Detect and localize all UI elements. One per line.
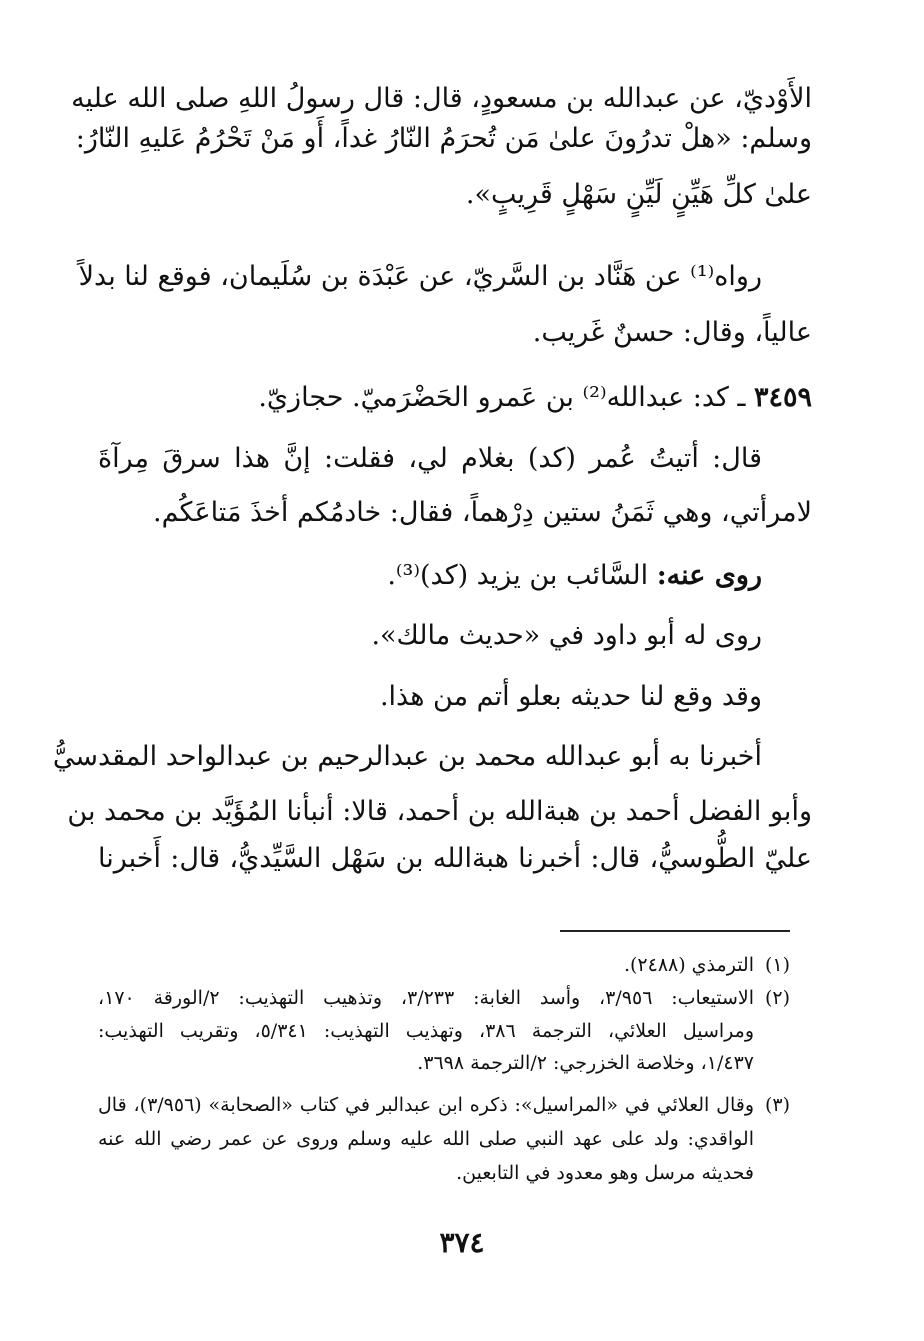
footnote-number: (١)	[764, 954, 790, 976]
entry-text: ـ كد: عبدالله⁽²⁾ بن عَمرو الحَضْرَميّ. حجازيّ.	[258, 382, 746, 413]
footnote-3-line: الواقدي: ولد على عهد النبي صلى الله عليه وسلم وروى عن عمر رضي الله عنه	[98, 1128, 754, 1150]
footnote-number: (٣)	[764, 1094, 791, 1116]
text-line: علىٰ كلِّ هَيِّنٍ لَيِّنٍ سَهْلٍ قَرِيبٍ».	[465, 179, 812, 210]
narrators-text: السَّائب بن يزيد (كد)⁽³⁾.	[387, 560, 649, 591]
narrators-label: روى عنه:	[656, 560, 762, 591]
footnote-3-line: فحديثه مرسل وهو معدود في التابعين.	[456, 1162, 754, 1184]
text-line: عليّ الطُّوسيُّ، قال: أخبرنا هبةالله بن سَهْل السَّيِّديُّ، قال: أَخبرنا	[98, 843, 812, 874]
page-number: ٣٧٤	[439, 1226, 485, 1259]
text-line: وأبو الفضل أحمد بن هبةالله بن أحمد، قالا: أنبأنا المُؤَيَّد بن محمد بن	[67, 796, 812, 827]
text-line: وقد وقع لنا حديثه بعلو أتم من هذا.	[379, 681, 762, 712]
footnote-number: (٢)	[764, 987, 791, 1009]
footnote-separator	[560, 930, 790, 932]
footnote-1	[98, 950, 790, 980]
entry-heading	[98, 379, 812, 417]
footnote-text: الاستيعاب: ٣/٩٥٦، وأسد الغابة: ٣/٢٣٣، وتذهيب التهذيب: ٢/الورقة ١٧٠،	[98, 987, 755, 1009]
text-line: عالياً، وقال: حسنٌ غَريب.	[532, 317, 812, 348]
footnote-2-line: ومراسيل العلائي، الترجمة ٣٨٦، وتهذيب التهذيب: ٥/٣٤١، وتقريب التهذيب:	[98, 1020, 755, 1042]
footnote-2-line: ١/٤٣٧، وخلاصة الخزرجي: ٢/الترجمة ٣٦٩٨.	[417, 1052, 754, 1074]
footnote-text: وقال العلائي في «المراسيل»: ذكره ابن عبدالبر في كتاب «الصحابة» (٣/٩٥٦)، قال	[98, 1094, 755, 1116]
footnote-3-line	[98, 1090, 790, 1120]
footnote-text: الترمذي (٢٤٨٨).	[623, 954, 754, 976]
entry-number: ٣٤٥٩	[753, 382, 812, 413]
text-line: قال: أتيتُ عُمر (كد) بغلام لي، فقلت: إنَّ هذا سرقَ مِرآةَ	[98, 443, 762, 474]
text-line: الأَوْديّ، عن عبدالله بن مسعودٍ، قال: قال رسولُ اللهِ صلى الله عليه	[71, 83, 812, 114]
text-line: وسلم: «هلْ تدرُونَ علىٰ مَن تُحرَمُ النّارُ غداً، أَو مَنْ تَحْرُمُ عَليهِ النّارُ:	[75, 123, 812, 154]
text-line: روى له أبو داود في «حديث مالك».	[371, 620, 762, 651]
text-line: رواه⁽¹⁾ عن هَنَّاد بن السَّريّ، عن عَبْدَة بن سُلَيمان، فوقع لنا بدلاً	[78, 261, 762, 292]
text-line: أخبرنا به أبو عبدالله محمد بن عبدالرحيم بن عبدالواحد المقدسيُّ	[52, 741, 762, 772]
text-line: لامرأتي، وهي ثَمَنُ ستين دِرْهماً، فقال: خادمُكم أخذَ مَتاعَكُم.	[153, 497, 812, 528]
footnote-2-line	[98, 983, 790, 1013]
narrators-line	[98, 557, 812, 595]
